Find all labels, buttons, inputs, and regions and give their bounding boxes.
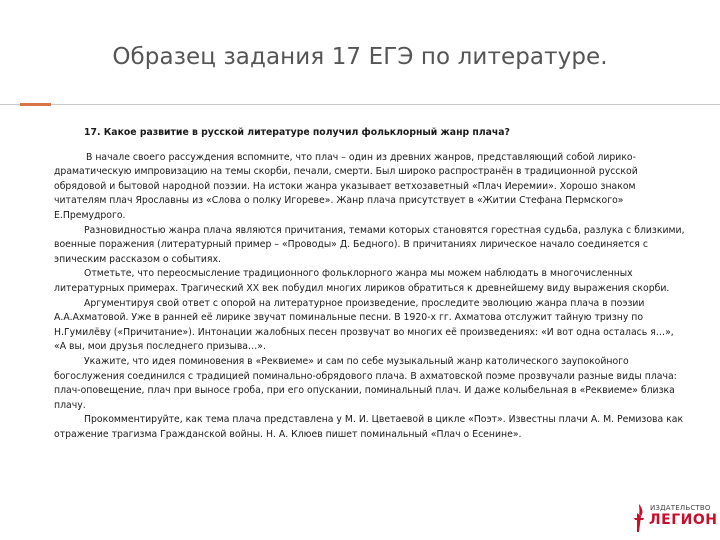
- title-divider: [0, 103, 720, 106]
- paragraph: Прокомментируйте, как тема плача представлена у М. И. Цветаевой в цикле «Поэт». Известны плачи А. М. Ремизова как отражение трагизма Гражданской войны. Н. А. Клюев пишет поминальный «Плач о Есенине».: [54, 414, 684, 440]
- paragraph: Отметьте, что переосмысление традиционного фольклорного жанра мы можем наблюдать в многочисленных литературных примерах. Трагический XX век побудил многих лириков обратиться к древнейшему виду выражения скорби.: [54, 268, 670, 294]
- divider-line: [0, 104, 720, 105]
- publisher-label: ИЗДАТЕЛЬСТВО: [650, 504, 711, 512]
- task-text: [54, 126, 686, 442]
- question-heading: 17. Какое развитие в русской литературе получил фольклорный жанр плача?: [84, 127, 510, 138]
- paragraph: Укажите, что идея поминовения в «Реквиеме» и сам по себе музыкальный жанр католического заупокойного богослужения соединился с традицией поминально-обрядового плача. В ахматовской поэме прозвучали разные виды плача: плач-оповещение, плач при выносе гроба, при его опускании, поминальный плач. И даже колыбельная в «Реквиеме» близка плачу.: [54, 355, 677, 411]
- paragraph: Разновидностью жанра плача являются причитания, темами которых становятся горестная судьба, разлука с близкими, военные поражения (литературный пример – «Проводы» Д. Бедного). В причитаниях лирическое начало соединяется с эпическим рассказом о событиях.: [54, 224, 685, 265]
- paragraph: В начале своего рассуждения вспомните, что плач – один из древних жанров, представляющий собой лирико-драматическую импровизацию на темы скорби, печали, смерти. Был широко распространён в традиционной русской обрядовой и бытовой народной поэзии. На истоки жанра указывает ветхозаветный «Плач Иеремии». Хорошо знаком читателям плач Ярославны из «Слова о полку Игореве». Жанр плача присутствует в «Житии Стефана Пермского» Е.Премудрого.: [54, 151, 638, 221]
- divider-accent: [20, 103, 51, 106]
- paragraph: Аргументируя свой ответ с опорой на литературное произведение, проследите эволюцию жанра плача в поэзии А.А.Ахматовой. Уже в ранней её лирике звучат поминальные песни. В 1920-х гг. Ахматова отслужит тайную тризну по Н.Гумилёву («Причитание»). Интонации жалобных песен прозвучат во многих её произведениях: «И вот одна осталась я…», «А вы, мои друзья последнего призыва…».: [54, 297, 674, 353]
- slide-title: Образец задания 17 ЕГЭ по литературе.: [112, 44, 608, 70]
- publisher-name: ЛЕГИОН: [649, 512, 718, 528]
- publisher-logo: [632, 502, 718, 534]
- legion-logo-icon: [632, 504, 646, 532]
